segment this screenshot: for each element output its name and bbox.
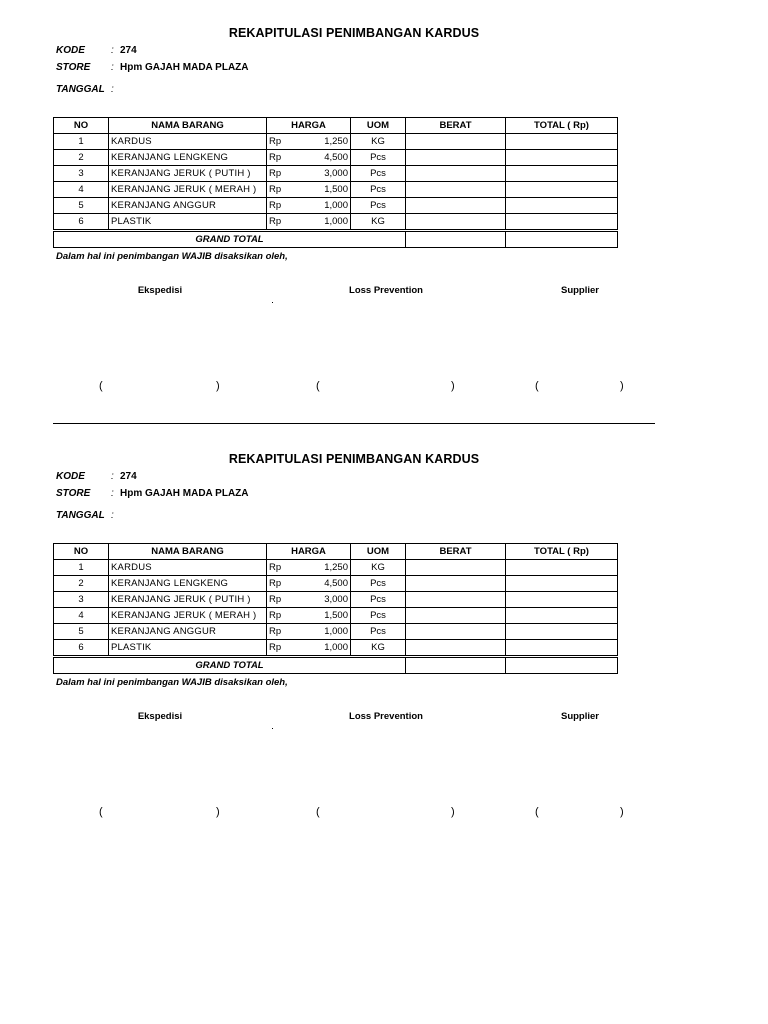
row-item-name: PLASTIK bbox=[109, 214, 267, 231]
row-price-amount: 3,000 bbox=[324, 168, 348, 179]
row-item-name: KERANJANG LENGKENG bbox=[109, 576, 267, 592]
header-no: NO bbox=[54, 544, 109, 560]
store-value: Hpm GAJAH MADA PLAZA bbox=[120, 62, 249, 73]
tanggal-colon: : bbox=[111, 84, 114, 95]
row-item-name: KERANJANG JERUK ( MERAH ) bbox=[109, 608, 267, 624]
row-currency: Rp bbox=[269, 578, 282, 589]
row-item-name: KERANJANG JERUK ( PUTIH ) bbox=[109, 592, 267, 608]
row-berat-cell[interactable] bbox=[406, 166, 506, 182]
grand-total-label: GRAND TOTAL bbox=[54, 657, 406, 674]
header-uom: UOM bbox=[351, 544, 406, 560]
row-uom: KG bbox=[351, 640, 406, 657]
signature-supplier-close-paren: ) bbox=[620, 806, 624, 818]
row-total-cell[interactable] bbox=[506, 182, 618, 198]
header-nama-barang: NAMA BARANG bbox=[109, 544, 267, 560]
signature-label-supplier: Supplier bbox=[560, 711, 599, 722]
row-uom: KG bbox=[351, 214, 406, 231]
row-item-name: KERANJANG ANGGUR bbox=[109, 624, 267, 640]
row-berat-cell[interactable] bbox=[406, 560, 506, 576]
row-currency: Rp bbox=[269, 610, 282, 621]
table-row bbox=[54, 182, 618, 198]
row-uom: Pcs bbox=[351, 576, 406, 592]
row-berat-cell[interactable] bbox=[406, 640, 506, 657]
row-total-cell[interactable] bbox=[506, 592, 618, 608]
grand-total-label: GRAND TOTAL bbox=[54, 231, 406, 248]
signature-label-ekspedisi: Ekspedisi bbox=[137, 285, 183, 296]
kode-label: KODE bbox=[56, 45, 85, 56]
row-currency: Rp bbox=[269, 594, 282, 605]
row-currency: Rp bbox=[269, 136, 282, 147]
row-no: 3 bbox=[54, 592, 109, 608]
row-price bbox=[267, 166, 351, 182]
table-row bbox=[54, 214, 618, 231]
row-price bbox=[267, 198, 351, 214]
row-price-amount: 1,000 bbox=[324, 642, 348, 653]
table-row bbox=[54, 134, 618, 150]
row-berat-cell[interactable] bbox=[406, 608, 506, 624]
grand-total-row bbox=[54, 231, 618, 248]
header-berat: BERAT bbox=[406, 544, 506, 560]
row-uom: KG bbox=[351, 134, 406, 150]
witness-note: Dalam hal ini penimbangan WAJIB disaksikan oleh, bbox=[56, 251, 288, 262]
row-no: 4 bbox=[54, 182, 109, 198]
row-currency: Rp bbox=[269, 626, 282, 637]
row-currency: Rp bbox=[269, 200, 282, 211]
grand-total-berat-cell[interactable] bbox=[406, 657, 506, 674]
signature-ekspedisi-close-paren: ) bbox=[216, 806, 220, 818]
store-colon: : bbox=[111, 62, 114, 73]
signature-ekspedisi-open-paren: ( bbox=[99, 380, 103, 392]
row-no: 5 bbox=[54, 198, 109, 214]
row-item-name: KERANJANG LENGKENG bbox=[109, 150, 267, 166]
row-price-amount: 1,000 bbox=[324, 626, 348, 637]
table-row bbox=[54, 150, 618, 166]
store-label: STORE bbox=[56, 62, 91, 73]
signature-lp-close-paren: ) bbox=[451, 806, 455, 818]
tanggal-label: TANGGAL bbox=[56, 510, 105, 521]
row-item-name: KARDUS bbox=[109, 560, 267, 576]
row-total-cell[interactable] bbox=[506, 134, 618, 150]
row-price bbox=[267, 608, 351, 624]
row-price bbox=[267, 150, 351, 166]
row-no: 3 bbox=[54, 166, 109, 182]
row-berat-cell[interactable] bbox=[406, 214, 506, 231]
row-no: 2 bbox=[54, 576, 109, 592]
row-currency: Rp bbox=[269, 562, 282, 573]
row-uom: Pcs bbox=[351, 608, 406, 624]
row-total-cell[interactable] bbox=[506, 640, 618, 657]
row-berat-cell[interactable] bbox=[406, 592, 506, 608]
row-price bbox=[267, 560, 351, 576]
row-uom: Pcs bbox=[351, 198, 406, 214]
table-header-row bbox=[54, 118, 618, 134]
table-row bbox=[54, 560, 618, 576]
row-price-amount: 1,500 bbox=[324, 184, 348, 195]
tanggal-colon: : bbox=[111, 510, 114, 521]
items-table bbox=[53, 117, 618, 248]
grand-total-amount-cell[interactable] bbox=[506, 231, 618, 248]
row-total-cell[interactable] bbox=[506, 150, 618, 166]
row-uom: Pcs bbox=[351, 182, 406, 198]
row-item-name: KERANJANG JERUK ( MERAH ) bbox=[109, 182, 267, 198]
row-uom: Pcs bbox=[351, 624, 406, 640]
row-berat-cell[interactable] bbox=[406, 182, 506, 198]
weighing-form bbox=[0, 0, 768, 400]
kode-label: KODE bbox=[56, 471, 85, 482]
signature-label-loss-prevention: Loss Prevention bbox=[349, 285, 423, 296]
row-berat-cell[interactable] bbox=[406, 134, 506, 150]
row-item-name: KARDUS bbox=[109, 134, 267, 150]
row-total-cell[interactable] bbox=[506, 560, 618, 576]
row-price-amount: 4,500 bbox=[324, 152, 348, 163]
signature-label-supplier: Supplier bbox=[560, 285, 599, 296]
signature-lp-close-paren: ) bbox=[451, 380, 455, 392]
row-total-cell[interactable] bbox=[506, 608, 618, 624]
row-price bbox=[267, 640, 351, 657]
kode-colon: : bbox=[111, 45, 114, 56]
row-price-amount: 1,000 bbox=[324, 200, 348, 211]
row-no: 2 bbox=[54, 150, 109, 166]
signature-ekspedisi-open-paren: ( bbox=[99, 806, 103, 818]
row-price bbox=[267, 134, 351, 150]
row-uom: Pcs bbox=[351, 150, 406, 166]
table-row bbox=[54, 198, 618, 214]
header-total: TOTAL ( Rp) bbox=[506, 544, 618, 560]
row-berat-cell[interactable] bbox=[406, 198, 506, 214]
tanggal-label: TANGGAL bbox=[56, 84, 105, 95]
table-row bbox=[54, 608, 618, 624]
row-price-amount: 1,250 bbox=[324, 136, 348, 147]
row-berat-cell[interactable] bbox=[406, 624, 506, 640]
kode-value: 274 bbox=[120, 471, 137, 482]
row-uom: Pcs bbox=[351, 166, 406, 182]
row-total-cell[interactable] bbox=[506, 198, 618, 214]
signature-lp-open-paren: ( bbox=[316, 806, 320, 818]
header-berat: BERAT bbox=[406, 118, 506, 134]
stray-dot bbox=[272, 728, 273, 729]
form-separator-line bbox=[53, 423, 655, 424]
row-price-amount: 1,250 bbox=[324, 562, 348, 573]
stray-dot bbox=[272, 302, 273, 303]
header-nama-barang: NAMA BARANG bbox=[109, 118, 267, 134]
witness-note: Dalam hal ini penimbangan WAJIB disaksikan oleh, bbox=[56, 677, 288, 688]
row-no: 1 bbox=[54, 134, 109, 150]
signature-label-loss-prevention: Loss Prevention bbox=[349, 711, 423, 722]
grand-total-amount-cell[interactable] bbox=[506, 657, 618, 674]
row-price-amount: 3,000 bbox=[324, 594, 348, 605]
signature-ekspedisi-close-paren: ) bbox=[216, 380, 220, 392]
row-currency: Rp bbox=[269, 184, 282, 195]
row-price-amount: 1,000 bbox=[324, 216, 348, 227]
header-total: TOTAL ( Rp) bbox=[506, 118, 618, 134]
row-berat-cell[interactable] bbox=[406, 150, 506, 166]
signature-supplier-open-paren: ( bbox=[535, 806, 539, 818]
signature-lp-open-paren: ( bbox=[316, 380, 320, 392]
kode-colon: : bbox=[111, 471, 114, 482]
signature-supplier-close-paren: ) bbox=[620, 380, 624, 392]
kode-value: 274 bbox=[120, 45, 137, 56]
store-colon: : bbox=[111, 488, 114, 499]
row-currency: Rp bbox=[269, 152, 282, 163]
row-item-name: PLASTIK bbox=[109, 640, 267, 657]
table-row bbox=[54, 640, 618, 657]
row-currency: Rp bbox=[269, 168, 282, 179]
table-header-row bbox=[54, 544, 618, 560]
row-item-name: KERANJANG JERUK ( PUTIH ) bbox=[109, 166, 267, 182]
row-currency: Rp bbox=[269, 642, 282, 653]
row-total-cell[interactable] bbox=[506, 214, 618, 231]
table-row bbox=[54, 592, 618, 608]
weighing-form bbox=[0, 426, 768, 826]
row-currency: Rp bbox=[269, 216, 282, 227]
row-price-amount: 1,500 bbox=[324, 610, 348, 621]
form-title: REKAPITULASI PENIMBANGAN KARDUS bbox=[228, 26, 480, 40]
row-price bbox=[267, 592, 351, 608]
table-row bbox=[54, 166, 618, 182]
grand-total-row bbox=[54, 657, 618, 674]
row-price bbox=[267, 624, 351, 640]
row-berat-cell[interactable] bbox=[406, 576, 506, 592]
row-no: 5 bbox=[54, 624, 109, 640]
store-label: STORE bbox=[56, 488, 91, 499]
header-uom: UOM bbox=[351, 118, 406, 134]
row-total-cell[interactable] bbox=[506, 576, 618, 592]
signature-supplier-open-paren: ( bbox=[535, 380, 539, 392]
header-harga: HARGA bbox=[267, 118, 351, 134]
row-price bbox=[267, 214, 351, 231]
row-item-name: KERANJANG ANGGUR bbox=[109, 198, 267, 214]
row-uom: KG bbox=[351, 560, 406, 576]
items-table bbox=[53, 543, 618, 674]
row-no: 1 bbox=[54, 560, 109, 576]
row-total-cell[interactable] bbox=[506, 166, 618, 182]
row-price bbox=[267, 576, 351, 592]
table-row bbox=[54, 624, 618, 640]
signature-label-ekspedisi: Ekspedisi bbox=[137, 711, 183, 722]
row-price-amount: 4,500 bbox=[324, 578, 348, 589]
row-total-cell[interactable] bbox=[506, 624, 618, 640]
row-no: 6 bbox=[54, 640, 109, 657]
row-no: 4 bbox=[54, 608, 109, 624]
row-price bbox=[267, 182, 351, 198]
header-harga: HARGA bbox=[267, 544, 351, 560]
row-uom: Pcs bbox=[351, 592, 406, 608]
table-row bbox=[54, 576, 618, 592]
grand-total-berat-cell[interactable] bbox=[406, 231, 506, 248]
header-no: NO bbox=[54, 118, 109, 134]
form-title: REKAPITULASI PENIMBANGAN KARDUS bbox=[228, 452, 480, 466]
store-value: Hpm GAJAH MADA PLAZA bbox=[120, 488, 249, 499]
row-no: 6 bbox=[54, 214, 109, 231]
